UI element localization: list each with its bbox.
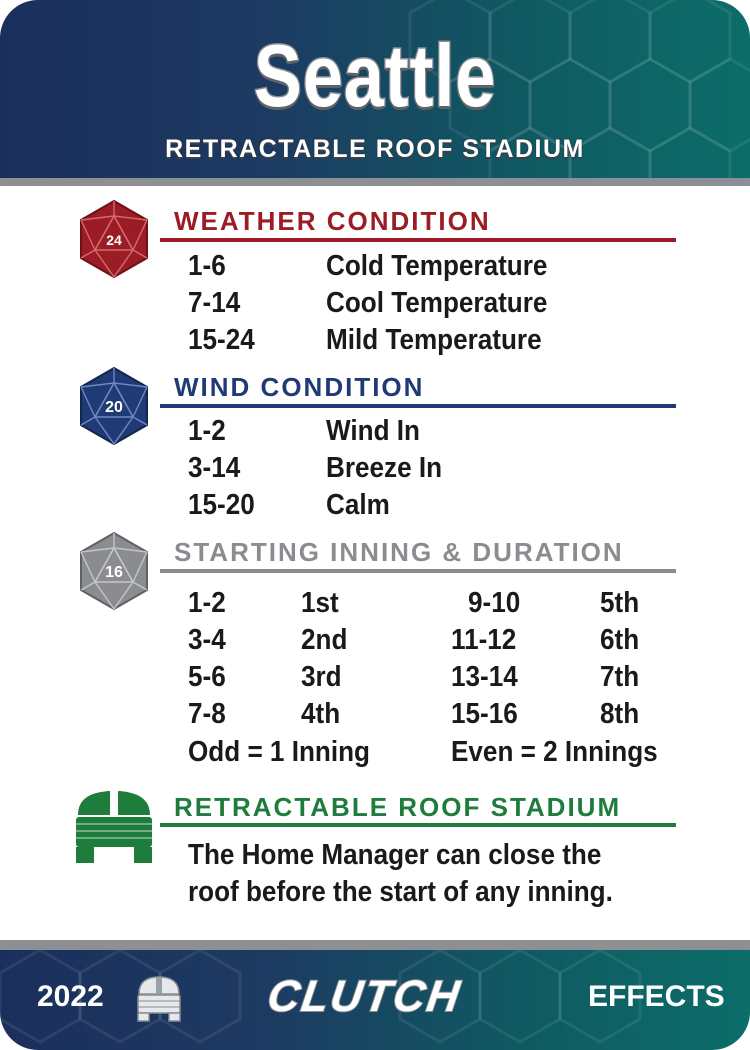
d24-die-icon bbox=[73, 198, 155, 280]
weather-rule bbox=[160, 238, 676, 242]
inning-range-3: 5-6 bbox=[188, 661, 226, 693]
even-note: Even = 2 Innings bbox=[451, 736, 658, 768]
inning-result-7: 7th bbox=[600, 661, 640, 693]
stadium-logo-icon bbox=[136, 974, 182, 1022]
d16-die-icon bbox=[73, 530, 155, 612]
weather-range-2: 7-14 bbox=[188, 287, 241, 319]
inning-result-4: 4th bbox=[301, 698, 341, 730]
inning-range-1: 1-2 bbox=[188, 587, 226, 619]
page-title: Seattle bbox=[253, 26, 497, 125]
wind-range-3: 15-20 bbox=[188, 489, 255, 521]
d20-die-icon bbox=[73, 365, 155, 447]
wind-title: WIND CONDITION bbox=[174, 372, 425, 402]
weather-range-3: 15-24 bbox=[188, 324, 255, 356]
inning-range-4: 7-8 bbox=[188, 698, 226, 730]
footer-divider bbox=[0, 940, 750, 950]
wind-result-3: Calm bbox=[326, 489, 390, 521]
brand-logo: CLUTCH bbox=[264, 972, 465, 1021]
inning-result-8: 8th bbox=[600, 698, 640, 730]
inning-result-5: 5th bbox=[600, 587, 640, 619]
weather-title: WEATHER CONDITION bbox=[174, 206, 491, 236]
weather-result-1: Cold Temperature bbox=[326, 250, 548, 282]
card-category: EFFECTS bbox=[588, 980, 725, 1013]
header-divider bbox=[0, 178, 750, 186]
die-label: 16 bbox=[105, 564, 123, 581]
inning-range-5: 9-10 bbox=[468, 587, 521, 619]
wind-range-2: 3-14 bbox=[188, 452, 241, 484]
die-label: 24 bbox=[106, 232, 122, 248]
roof-line-2: roof before the start of any inning. bbox=[188, 876, 613, 908]
card-year: 2022 bbox=[37, 980, 104, 1013]
inning-range-6: 11-12 bbox=[451, 624, 517, 656]
die-label: 20 bbox=[105, 399, 123, 416]
weather-result-2: Cool Temperature bbox=[326, 287, 548, 319]
weather-result-3: Mild Temperature bbox=[326, 324, 542, 356]
inning-range-8: 15-16 bbox=[451, 698, 518, 730]
inning-result-2: 2nd bbox=[301, 624, 348, 656]
wind-range-1: 1-2 bbox=[188, 415, 226, 447]
roof-line-1: The Home Manager can close the bbox=[188, 839, 602, 871]
wind-result-1: Wind In bbox=[326, 415, 420, 447]
inning-result-6: 6th bbox=[600, 624, 640, 656]
weather-range-1: 1-6 bbox=[188, 250, 226, 282]
stadium-icon bbox=[72, 785, 156, 865]
inning-rule bbox=[160, 569, 676, 573]
wind-result-2: Breeze In bbox=[326, 452, 443, 484]
inning-title: STARTING INNING & DURATION bbox=[174, 537, 624, 567]
inning-result-3: 3rd bbox=[301, 661, 342, 693]
wind-rule bbox=[160, 404, 676, 408]
roof-title: RETRACTABLE ROOF STADIUM bbox=[174, 792, 622, 822]
page-subtitle: RETRACTABLE ROOF STADIUM bbox=[165, 135, 585, 163]
card-header bbox=[0, 0, 750, 178]
roof-rule bbox=[160, 823, 676, 827]
odd-note: Odd = 1 Inning bbox=[188, 736, 370, 768]
inning-range-2: 3-4 bbox=[188, 624, 226, 656]
inning-result-1: 1st bbox=[301, 587, 339, 619]
inning-range-7: 13-14 bbox=[451, 661, 518, 693]
